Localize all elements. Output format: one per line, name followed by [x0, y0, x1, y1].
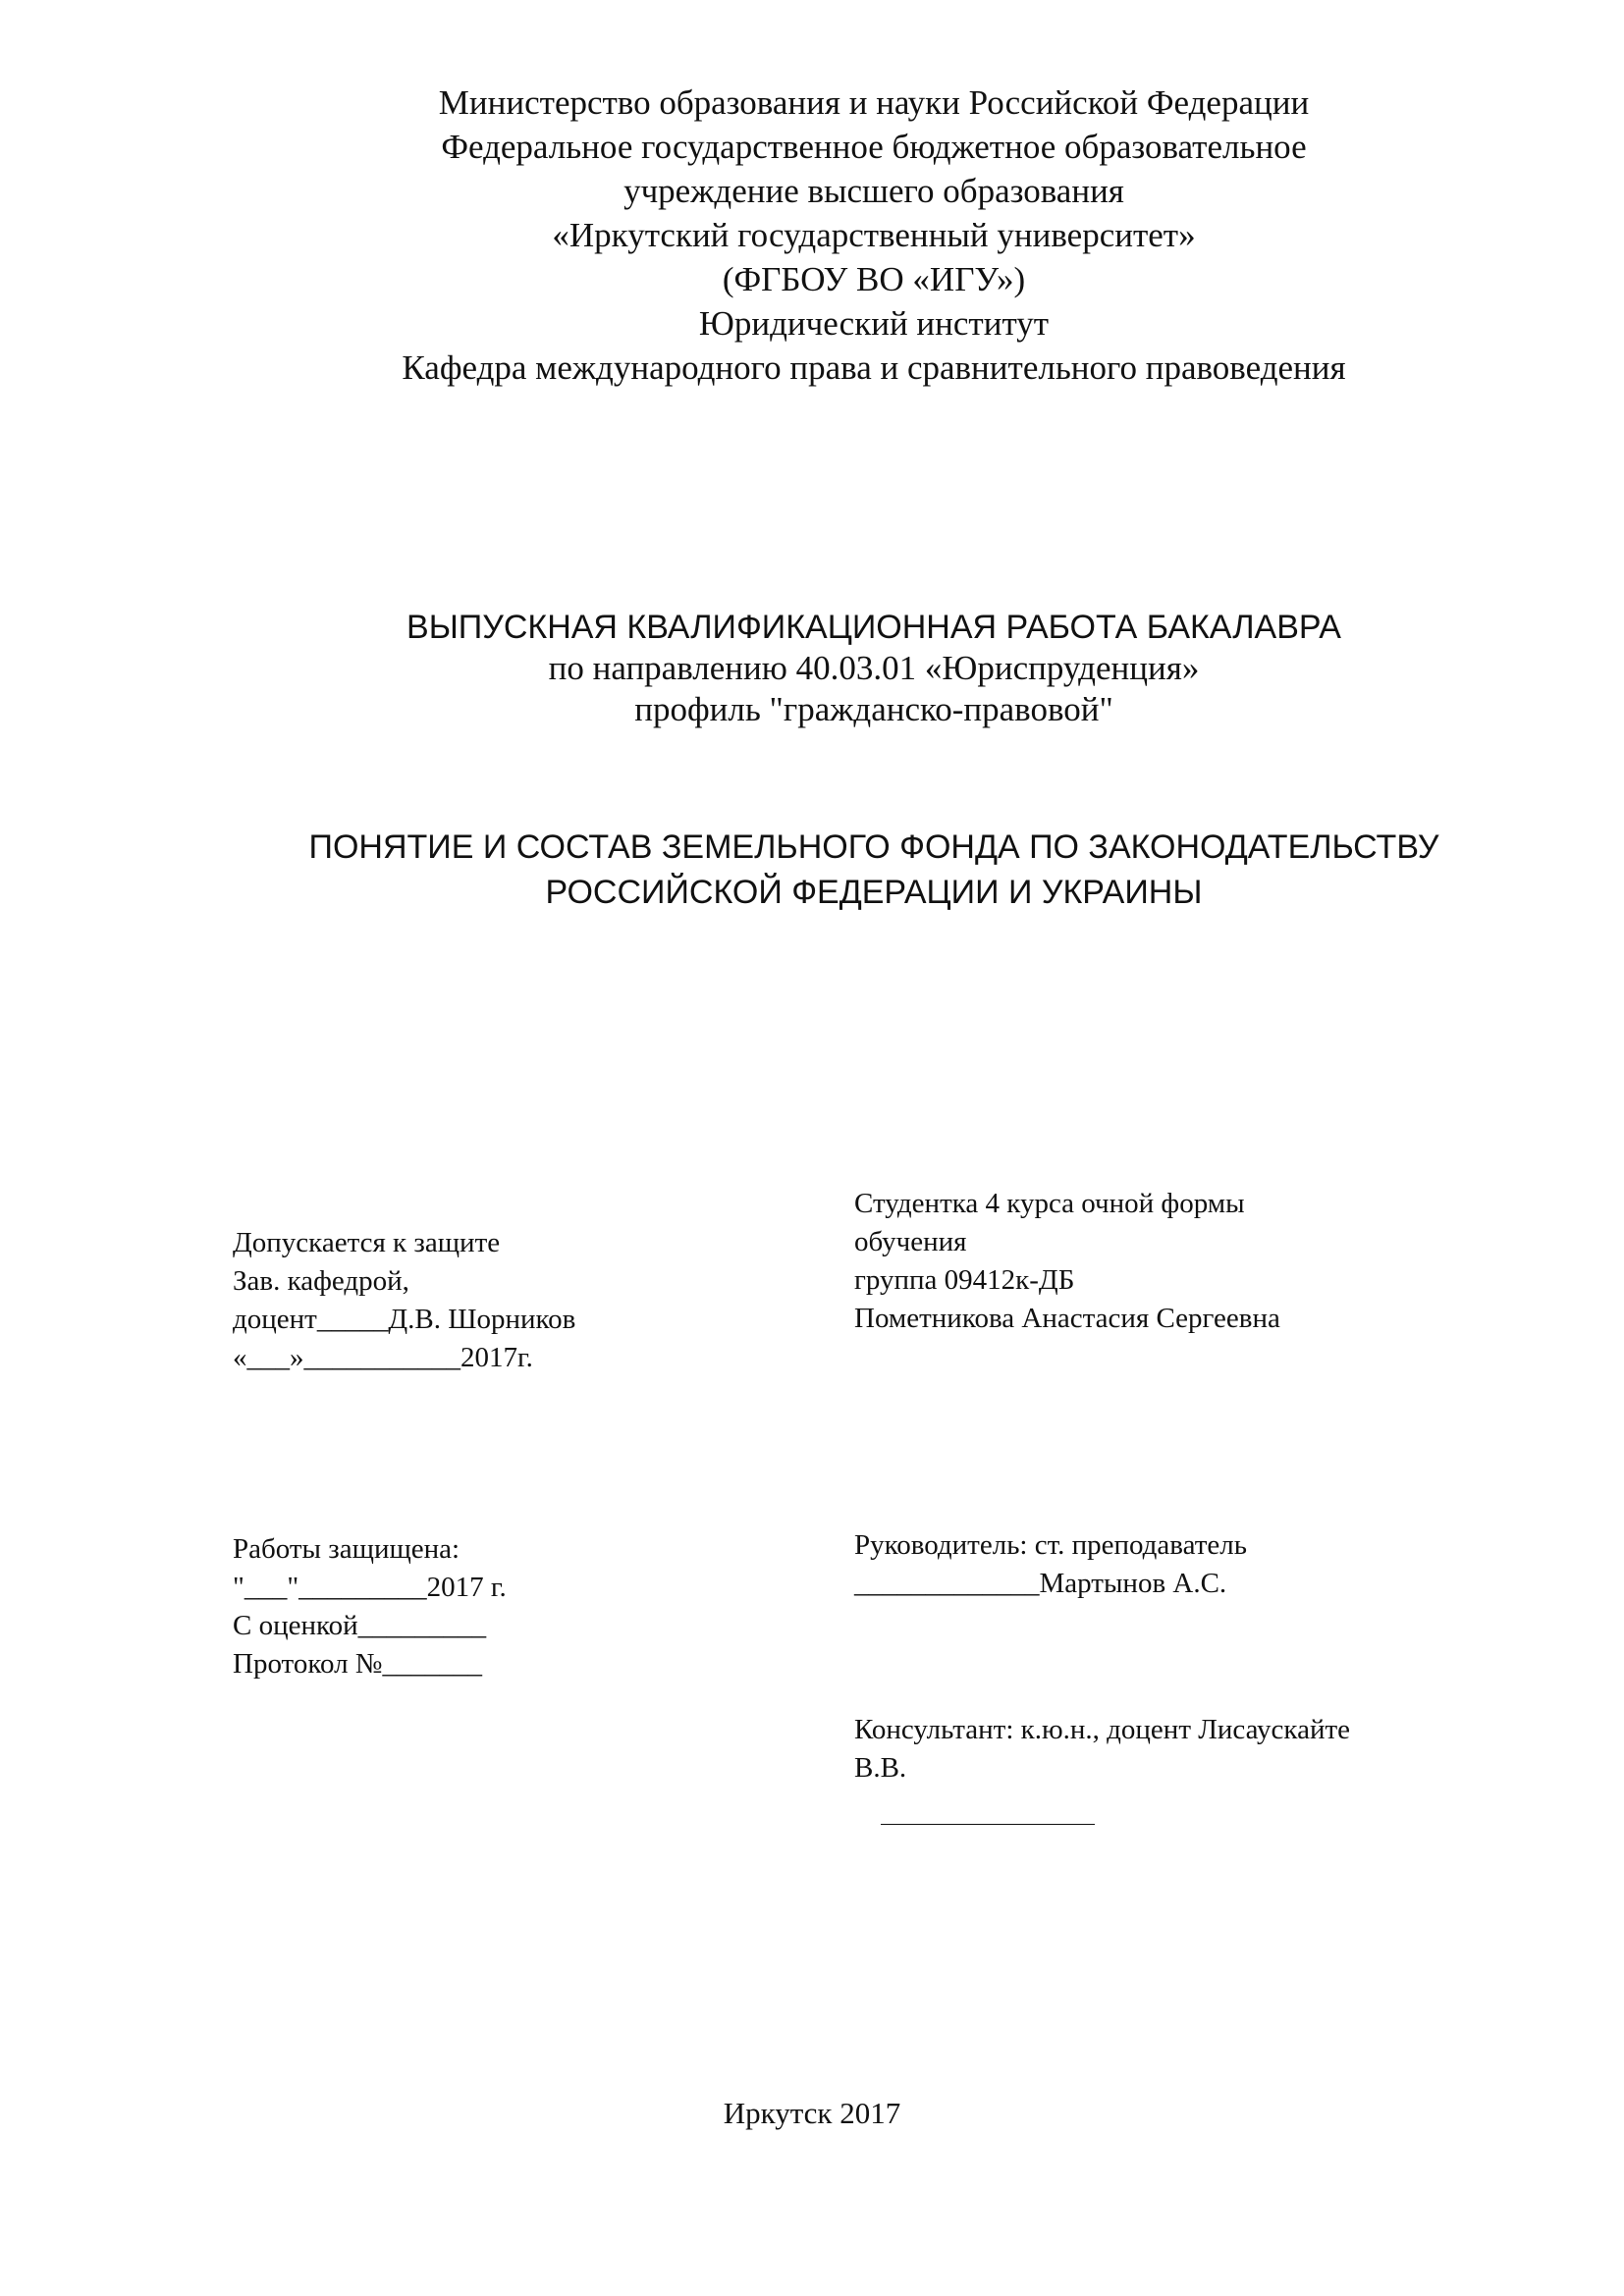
- defense-date: "___"_________2017 г.: [233, 1572, 507, 1603]
- consultant-signature-line: [881, 1824, 1095, 1825]
- topic-line-1: ПОНЯТИЕ И СОСТАВ ЗЕМЕЛЬНОГО ФОНДА ПО ЗАКОНОДАТЕЛЬСТВУ: [308, 828, 1439, 866]
- student-name: Пометникова Анастасия Сергеевна: [854, 1303, 1280, 1334]
- consultant-title: Консультант: к.ю.н., доцент Лисаускайте: [854, 1714, 1351, 1745]
- supervisor-signature: _____________Мартынов А.С.: [854, 1568, 1227, 1599]
- city-year: Иркутск 2017: [723, 2096, 901, 2130]
- institution-level-line: учреждение высшего образования: [623, 172, 1124, 210]
- work-direction: по направлению 40.03.01 «Юриспруденция»: [548, 649, 1200, 687]
- work-type-title: ВЫПУСКНАЯ КВАЛИФИКАЦИОННАЯ РАБОТА БАКАЛАВРА: [406, 609, 1341, 646]
- institution-header: [236, 80, 1512, 390]
- student-info: [854, 1185, 1280, 1338]
- admission-date: «___»___________2017г.: [233, 1342, 533, 1373]
- university-abbrev-line: (ФГБОУ ВО «ИГУ»): [722, 260, 1026, 298]
- consultant-initials: В.В.: [854, 1752, 907, 1784]
- thesis-topic: [196, 825, 1551, 915]
- student-group: группа 09412к-ДБ: [854, 1264, 1075, 1296]
- ministry-line: Министерство образования и науки Российской Федерации: [438, 83, 1310, 122]
- admission-block: [233, 1224, 575, 1377]
- topic-line-2: РОССИЙСКОЙ ФЕДЕРАЦИИ И УКРАИНЫ: [545, 874, 1203, 911]
- supervisor-block: [854, 1526, 1247, 1603]
- defense-grade: С оценкой_________: [233, 1610, 487, 1641]
- student-study-form: обучения: [854, 1226, 967, 1257]
- institution-type-line: Федеральное государственное бюджетное образовательное: [441, 128, 1307, 166]
- student-course: Студентка 4 курса очной формы: [854, 1188, 1245, 1219]
- department-line: Кафедра международного права и сравнительного правоведения: [402, 348, 1346, 387]
- defense-protocol: Протокол №_______: [233, 1648, 482, 1680]
- work-profile: профиль "гражданско-правовой": [634, 690, 1113, 728]
- admission-head-signature: доцент_____Д.В. Шорников: [233, 1304, 576, 1335]
- university-name-line: «Иркутский государственный университет»: [552, 216, 1196, 254]
- work-type-block: [236, 607, 1512, 730]
- defense-title: Работы защищена:: [233, 1533, 460, 1565]
- admission-title: Допускается к защите: [233, 1227, 501, 1258]
- defense-block: [233, 1530, 507, 1683]
- consultant-block: [854, 1711, 1350, 1788]
- institute-line: Юридический институт: [698, 304, 1050, 343]
- admission-head-title: Зав. кафедрой,: [233, 1265, 409, 1297]
- supervisor-title: Руководитель: ст. преподаватель: [854, 1529, 1247, 1561]
